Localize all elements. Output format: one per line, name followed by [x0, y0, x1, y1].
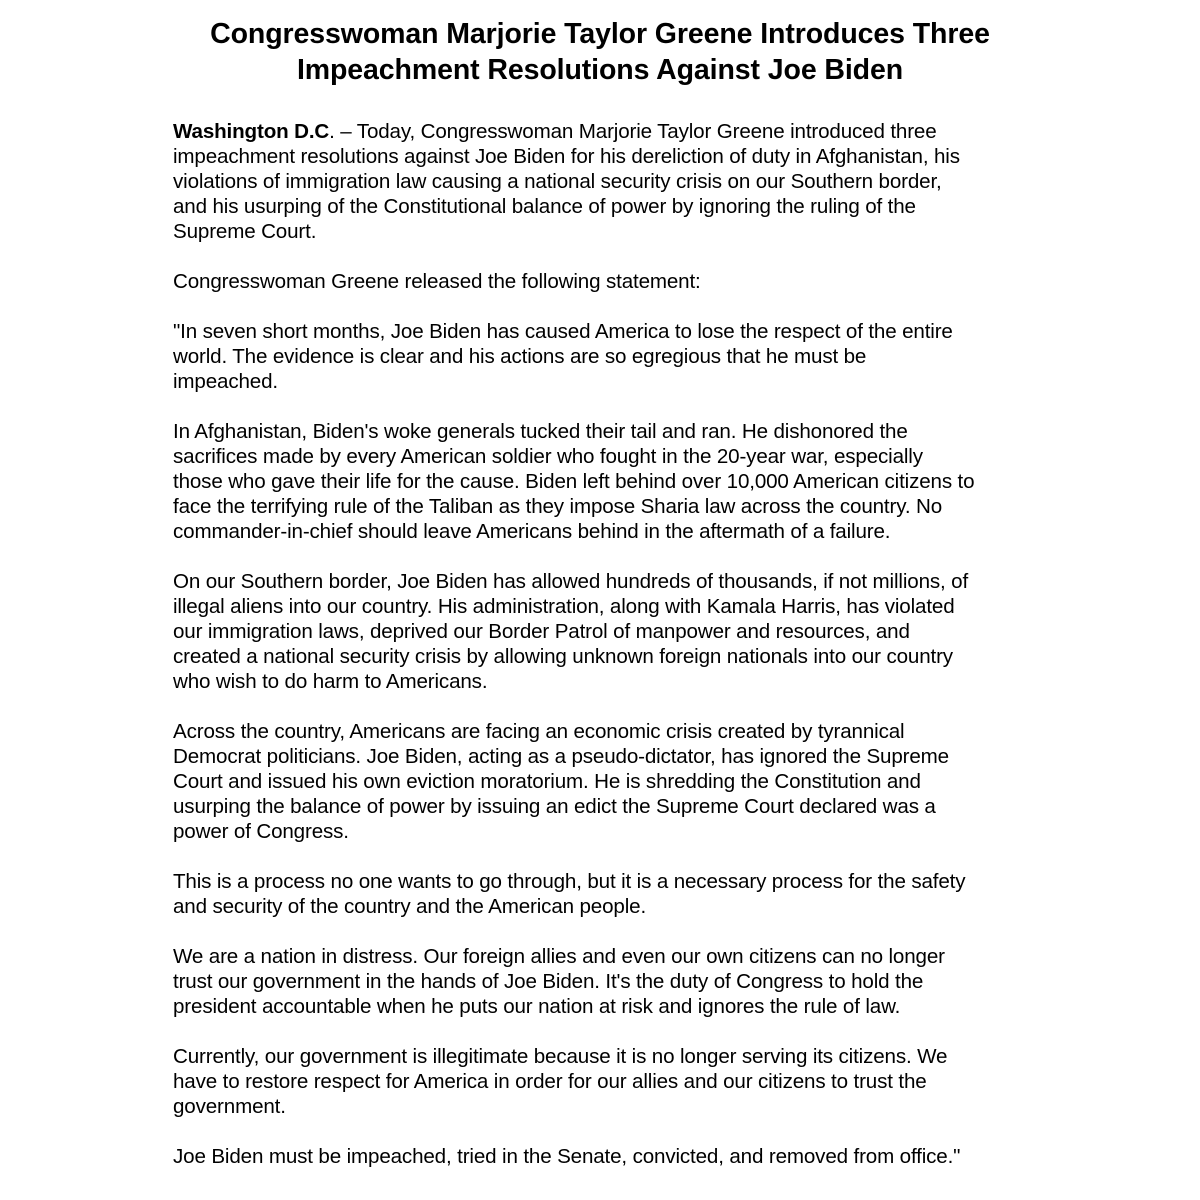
- paragraph-line: Congresswoman Greene released the following statement:: [173, 270, 701, 293]
- paragraph-line: and his usurping of the Constitutional balance of power by ignoring the ruling of the: [173, 195, 916, 218]
- paragraph-line: Democrat politicians. Joe Biden, acting as a pseudo-dictator, has ignored the Supreme: [173, 745, 949, 768]
- dateline: Washington D.C: [173, 120, 330, 143]
- paragraph-line: and security of the country and the American people.: [173, 895, 647, 918]
- paragraph-line: impeachment resolutions against Joe Biden for his dereliction of duty in Afghanistan, his: [173, 145, 960, 168]
- paragraph-line: face the terrifying rule of the Taliban as they impose Sharia law across the country. No: [173, 495, 942, 518]
- paragraph-line: Supreme Court.: [173, 220, 317, 243]
- paragraph-line: On our Southern border, Joe Biden has allowed hundreds of thousands, if not millions, of: [173, 570, 969, 593]
- paragraph-line: government.: [173, 1095, 286, 1118]
- statement-paragraph: [173, 944, 1053, 1019]
- paragraph-line: commander-in-chief should leave Americans behind in the aftermath of a failure.: [173, 520, 891, 543]
- paragraph-line: those who gave their life for the cause. Biden left behind over 10,000 American citizens to: [173, 470, 975, 493]
- paragraph-line: have to restore respect for America in order for our allies and our citizens to trust the: [173, 1070, 927, 1093]
- paragraph-line: This is a process no one wants to go through, but it is a necessary process for the safety: [173, 870, 966, 893]
- paragraph-line: "In seven short months, Joe Biden has caused America to lose the respect of the entire: [173, 320, 953, 343]
- paragraph-line: illegal aliens into our country. His administration, along with Kamala Harris, has violated: [173, 595, 955, 618]
- statement-intro-paragraph: [173, 269, 1053, 294]
- paragraph-line: Currently, our government is illegitimate because it is no longer serving its citizens. We: [173, 1045, 948, 1068]
- paragraph-line: who wish to do harm to Americans.: [173, 670, 488, 693]
- paragraph-line: violations of immigration law causing a national security crisis on our Southern border,: [173, 170, 942, 193]
- paragraph-line: impeached.: [173, 370, 278, 393]
- closing-paragraph: [173, 1144, 1053, 1169]
- paragraph-line: power of Congress.: [173, 820, 349, 843]
- paragraph-line: Joe Biden must be impeached, tried in the Senate, convicted, and removed from office.": [173, 1145, 961, 1168]
- paragraph-line: . – Today, Congresswoman Marjorie Taylor Greene introduced three: [329, 120, 937, 143]
- press-release-title: [60, 16, 1140, 88]
- paragraph-line: Across the country, Americans are facing an economic crisis created by tyrannical: [173, 720, 905, 743]
- statement-paragraph: [173, 419, 1053, 544]
- intro-paragraph: [173, 119, 1053, 244]
- paragraph-line: Court and issued his own eviction moratorium. He is shredding the Constitution and: [173, 770, 921, 793]
- title-line: Congresswoman Marjorie Taylor Greene Introduces Three: [210, 18, 990, 50]
- paragraph-line: world. The evidence is clear and his actions are so egregious that he must be: [173, 345, 867, 368]
- paragraph-line: president accountable when he puts our nation at risk and ignores the rule of law.: [173, 995, 901, 1018]
- statement-paragraph: [173, 319, 1053, 394]
- statement-paragraph: [173, 719, 1053, 844]
- statement-paragraph: [173, 869, 1053, 919]
- press-release-body: [173, 119, 1053, 1194]
- paragraph-line: usurping the balance of power by issuing an edict the Supreme Court declared was a: [173, 795, 936, 818]
- paragraph-line: We are a nation in distress. Our foreign allies and even our own citizens can no longer: [173, 945, 945, 968]
- title-line: Impeachment Resolutions Against Joe Biden: [296, 54, 904, 86]
- paragraph-line: our immigration laws, deprived our Border Patrol of manpower and resources, and: [173, 620, 910, 643]
- paragraph-line: sacrifices made by every American soldier who fought in the 20-year war, especially: [173, 445, 923, 468]
- paragraph-line: In Afghanistan, Biden's woke generals tucked their tail and ran. He dishonored the: [173, 420, 908, 443]
- paragraph-line: trust our government in the hands of Joe Biden. It's the duty of Congress to hold the: [173, 970, 924, 993]
- statement-paragraph: [173, 569, 1053, 694]
- paragraph-line: created a national security crisis by allowing unknown foreign nationals into our country: [173, 645, 953, 668]
- statement-paragraph: [173, 1044, 1053, 1119]
